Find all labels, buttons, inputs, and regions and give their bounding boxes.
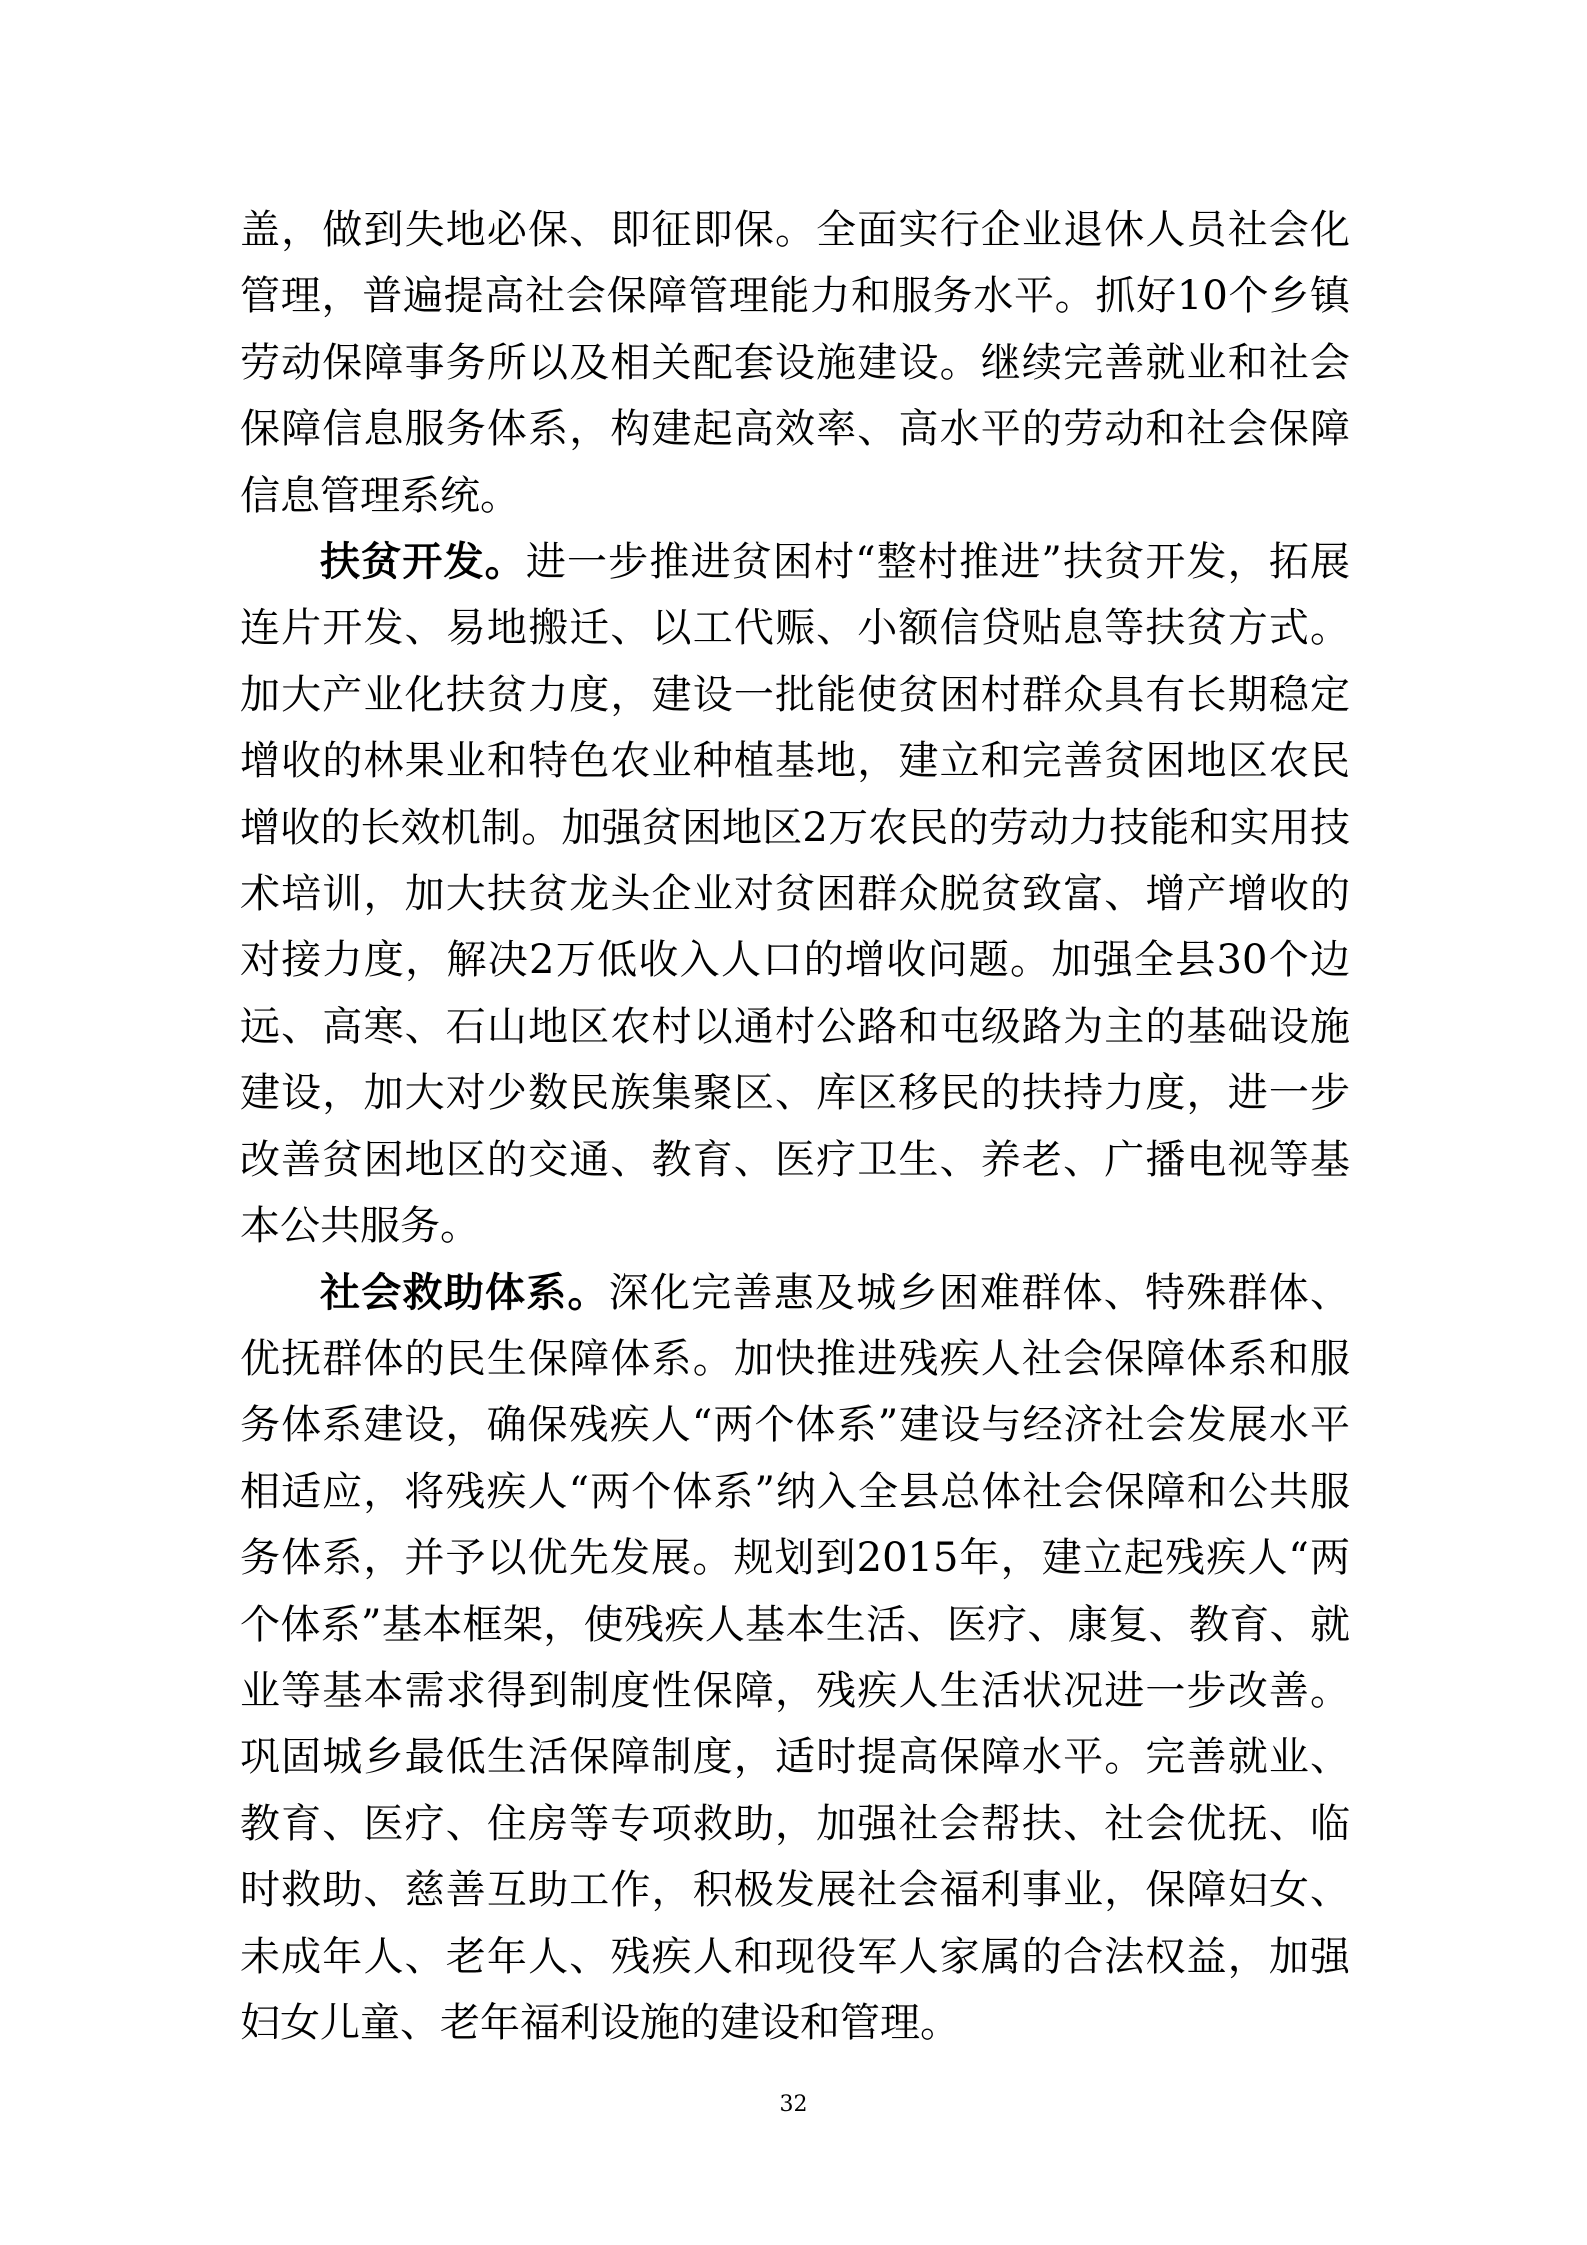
paragraph-body: 深化完善惠及城乡困难群体、特殊群体、优抚群体的民生保障体系。加快推进残疾人社会保障体系和服务体系建设，确保残疾人“两个体系”建设与经济社会发展水平相适应，将残疾人“两个体系”纳入全县总体社会保障和公共服务体系，并予以优先发展。规划到2015年，建立起残疾人“两个体系”基本框架，使残疾人基本生活、医疗、康复、教育、就业等基本需求得到制度性保障，残疾人生活状况进一步改善。巩固城乡最低生活保障制度，适时提高保障水平。完善就业、教育、医疗、住房等专项救助，加强社会帮扶、社会优抚、临时救助、慈善互助工作，积极发展社会福利事业，保障妇女、未成年人、老年人、残疾人和现役军人家属的合法权益，加强妇女儿童、老年福利设施的建设和管理。 [240,1269,1350,2046]
paragraph-body: 盖，做到失地必保、即征即保。全面实行企业退休人员社会化管理，普遍提高社会保障管理能力和服务水平。抓好10个乡镇劳动保障事务所以及相关配套设施建设。继续完善就业和社会保障信息服务体系，构建起高效率、高水平的劳动和社会保障信息管理系统。 [240,207,1350,519]
paragraph-body: 进一步推进贫困村“整村推进”扶贫开发，拓展连片开发、易地搬迁、以工代赈、小额信贷贴息等扶贫方式。加大产业化扶贫力度，建设一批能使贫困村群众具有长期稳定增收的林果业和特色农业种植基地，建立和完善贫困地区农民增收的长效机制。加强贫困地区2万农民的劳动力技能和实用技术培训，加大扶贫龙头企业对贫困群众脱贫致富、增产增收的对接力度，解决2万低收入人口的增收问题。加强全县30个边远、高寒、石山地区农村以通村公路和屯级路为主的基础设施建设，加大对少数民族集聚区、库区移民的扶持力度，进一步改善贫困地区的交通、教育、医疗卫生、养老、广播电视等基本公共服务。 [240,539,1351,1250]
paragraph-social-assistance [240,1260,1350,2057]
section-heading-poverty-alleviation: 扶贫开发。 [320,538,526,586]
paragraph-social-security-continued [240,197,1350,529]
paragraph-poverty-alleviation [240,529,1350,1259]
page-number: 32 [779,2092,808,2117]
section-heading-social-assistance: 社会救助体系。 [320,1268,609,1316]
document-page [240,197,1350,2056]
